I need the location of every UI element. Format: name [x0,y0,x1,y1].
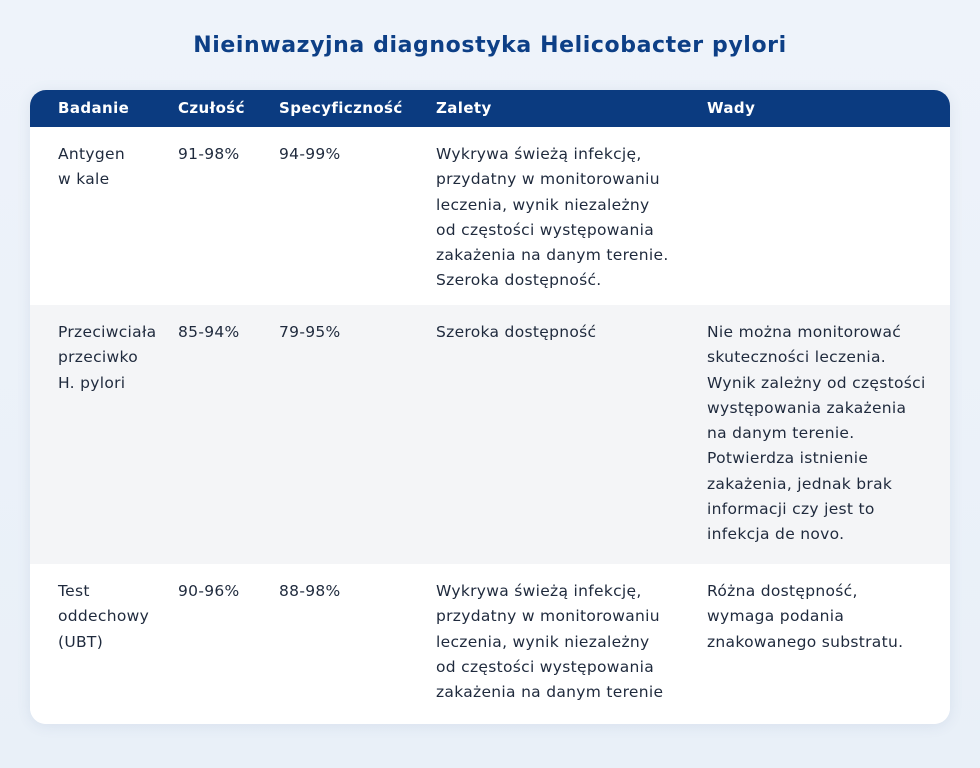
cell-line: informacji czy jest to [707,500,875,519]
cell-czulosc: 85-94% [178,323,240,341]
cell-line: leczenia, wynik niezależny [436,195,650,214]
cell-line: znakowanego substratu. [707,632,904,651]
cell-line: Potwierdza istnienie [707,449,869,468]
cell-line: Wykrywa świeżą infekcję, [436,145,642,163]
cell-line: występowania zakażenia [707,398,907,417]
cell-line: Antygen [58,145,125,163]
cell-badanie [58,142,176,193]
table-header [30,90,950,127]
cell-line: w kale [58,170,110,189]
cell-line: infekcja de novo. [707,525,845,544]
page-title: Nieinwazyjna diagnostyka Helicobacter pylori [193,33,787,58]
header-wady: Wady [707,99,756,117]
cell-line: H. pylori [58,373,126,392]
cell-line: Różna dostępność, [707,582,858,600]
table-row-przeciwciala [30,305,950,564]
cell-line: na danym terenie. [707,424,855,443]
cell-line: Wykrywa świeżą infekcję, [436,582,642,600]
cell-line: Szeroka dostępność [436,323,597,341]
header-czulosc: Czułość [178,99,245,117]
cell-badanie [58,579,176,655]
cell-line: przydatny w monitorowaniu [436,170,660,189]
table-row-antygen [30,127,950,305]
table-row-test-oddechowy [30,564,950,724]
cell-badanie [58,320,176,396]
cell-line: od częstości występowania [436,220,655,239]
cell-zalety [436,579,698,705]
cell-line: Test [58,582,90,600]
cell-line: leczenia, wynik niezależny [436,632,650,651]
header-specyficznosc: Specyficzność [279,99,403,117]
cell-line: Przeciwciała [58,323,157,341]
cell-specyficznosc: 88-98% [279,582,341,600]
cell-line: skuteczności leczenia. [707,348,886,367]
header-zalety: Zalety [436,99,492,117]
cell-line: od częstości występowania [436,657,655,676]
cell-czulosc: 91-98% [178,145,240,163]
cell-wady [707,579,947,655]
diagnostics-table [30,90,950,724]
cell-line: Wynik zależny od częstości [707,373,926,392]
cell-line: zakażenia na danym terenie [436,683,664,702]
cell-specyficznosc: 79-95% [279,323,341,341]
cell-line: zakażenia na danym terenie. [436,246,669,265]
cell-line: Nie można monitorować [707,323,902,341]
cell-line: przydatny w monitorowaniu [436,607,660,626]
cell-zalety [436,142,698,294]
cell-line: oddechowy [58,607,150,626]
cell-line: Szeroka dostępność. [436,271,602,290]
cell-czulosc: 90-96% [178,582,240,600]
cell-line: (UBT) [58,632,104,651]
cell-line: zakażenia, jednak brak [707,474,893,493]
cell-wady [707,320,947,548]
header-badanie: Badanie [58,99,130,117]
cell-zalety [436,320,698,345]
cell-specyficznosc: 94-99% [279,145,341,163]
cell-line: wymaga podania [707,607,845,626]
cell-line: przeciwko [58,348,138,367]
